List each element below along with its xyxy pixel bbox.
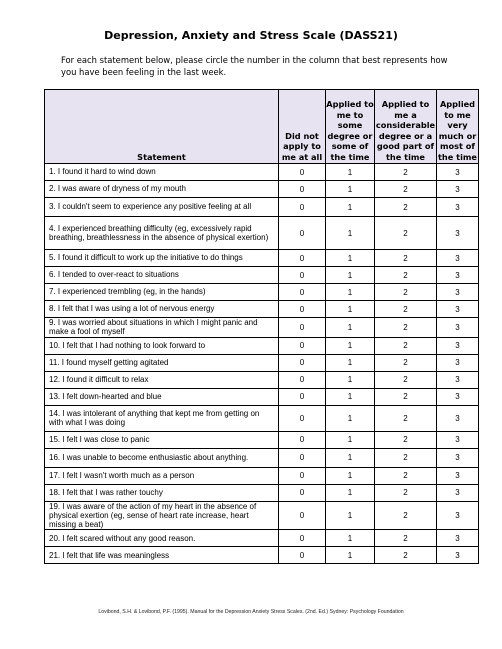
statement-text: 2. I was aware of dryness of my mouth <box>45 181 279 198</box>
column-header-considerable-degree: Applied to me a considerable degree or a good part of the time <box>375 90 437 164</box>
score-option[interactable]: 0 <box>279 405 326 431</box>
statement-text: 7. I experienced trembling (eg, in the hands) <box>45 284 279 301</box>
statement-text: 14. I was intolerant of anything that kept me from getting on with what I was doing <box>45 405 279 431</box>
score-option[interactable]: 1 <box>326 388 375 405</box>
score-option[interactable]: 3 <box>437 405 479 431</box>
dass21-table <box>44 89 479 564</box>
score-option[interactable]: 2 <box>375 318 437 338</box>
score-option[interactable]: 0 <box>279 547 326 564</box>
score-option[interactable]: 2 <box>375 267 437 284</box>
score-option[interactable]: 3 <box>437 181 479 198</box>
score-option[interactable]: 0 <box>279 337 326 354</box>
statement-rows <box>45 164 479 564</box>
score-option[interactable]: 3 <box>437 431 479 448</box>
score-option[interactable]: 0 <box>279 217 326 250</box>
score-option[interactable]: 1 <box>326 530 375 547</box>
score-option[interactable]: 0 <box>279 164 326 181</box>
score-option[interactable]: 2 <box>375 301 437 318</box>
statement-row <box>45 250 479 267</box>
score-option[interactable]: 2 <box>375 448 437 467</box>
score-option[interactable]: 1 <box>326 164 375 181</box>
score-option[interactable]: 2 <box>375 431 437 448</box>
column-header-very-much: Applied to me very much or most of the time <box>437 90 479 164</box>
score-option[interactable]: 0 <box>279 431 326 448</box>
statement-row <box>45 301 479 318</box>
score-option[interactable]: 0 <box>279 284 326 301</box>
score-option[interactable]: 1 <box>326 484 375 501</box>
score-option[interactable]: 3 <box>437 501 479 530</box>
statement-row <box>45 467 479 484</box>
score-option[interactable]: 3 <box>437 318 479 338</box>
score-option[interactable]: 3 <box>437 337 479 354</box>
citation: Lovibond, S.H. & Lovibond, P.F. (1995). Manual for the Depression Anxiety Stress Scales. (2nd. Ed.) Sydney: Psychology Foundation <box>98 609 404 615</box>
score-option[interactable]: 1 <box>326 501 375 530</box>
score-option[interactable]: 2 <box>375 164 437 181</box>
score-option[interactable]: 0 <box>279 448 326 467</box>
score-option[interactable]: 3 <box>437 198 479 217</box>
statement-text: 4. I experienced breathing difficulty (eg, excessively rapid breathing, breathlessness in the absence of physical exertion) <box>45 217 279 250</box>
instructions: For each statement below, please circle the number in the column that best represents how you have been feeling in the last week. <box>61 55 448 77</box>
statement-text: 19. I was aware of the action of my heart in the absence of physical exertion (eg, sense of heart rate increase, heart missing a beat) <box>45 501 279 530</box>
statement-text: 9. I was worried about situations in which I might panic and make a fool of myself <box>45 318 279 338</box>
score-option[interactable]: 3 <box>437 371 479 388</box>
statement-row <box>45 388 479 405</box>
score-option[interactable]: 3 <box>437 547 479 564</box>
score-option[interactable]: 0 <box>279 267 326 284</box>
statement-text: 21. I felt that life was meaningless <box>45 547 279 564</box>
statement-text: 12. I found it difficult to relax <box>45 371 279 388</box>
statement-text: 13. I felt down-hearted and blue <box>45 388 279 405</box>
score-option[interactable]: 1 <box>326 181 375 198</box>
statement-row <box>45 405 479 431</box>
score-option[interactable]: 1 <box>326 250 375 267</box>
score-option[interactable]: 2 <box>375 388 437 405</box>
score-option[interactable]: 0 <box>279 530 326 547</box>
score-option[interactable]: 2 <box>375 371 437 388</box>
score-option[interactable]: 0 <box>279 198 326 217</box>
score-option[interactable]: 1 <box>326 354 375 371</box>
statement-row <box>45 501 479 530</box>
score-option[interactable]: 0 <box>279 181 326 198</box>
statement-row <box>45 431 479 448</box>
statement-row <box>45 547 479 564</box>
score-option[interactable]: 1 <box>326 467 375 484</box>
statement-row <box>45 484 479 501</box>
score-option[interactable]: 2 <box>375 484 437 501</box>
score-option[interactable]: 1 <box>326 301 375 318</box>
score-option[interactable]: 3 <box>437 484 479 501</box>
score-option[interactable]: 2 <box>375 530 437 547</box>
score-option[interactable]: 1 <box>326 284 375 301</box>
score-option[interactable]: 3 <box>437 354 479 371</box>
statement-header: Statement <box>45 90 279 164</box>
score-option[interactable]: 1 <box>326 448 375 467</box>
statement-text: 16. I was unable to become enthusiastic about anything. <box>45 448 279 467</box>
statement-text: 6. I tended to over-react to situations <box>45 267 279 284</box>
score-option[interactable]: 3 <box>437 388 479 405</box>
page-title: Depression, Anxiety and Stress Scale (DASS21) <box>104 29 398 42</box>
statement-row <box>45 371 479 388</box>
statement-row <box>45 337 479 354</box>
statement-text: 10. I felt that I had nothing to look forward to <box>45 337 279 354</box>
score-option[interactable]: 2 <box>375 284 437 301</box>
score-option[interactable]: 2 <box>375 337 437 354</box>
score-option[interactable]: 0 <box>279 318 326 338</box>
statement-row <box>45 530 479 547</box>
score-option[interactable]: 1 <box>326 217 375 250</box>
statement-row <box>45 354 479 371</box>
score-option[interactable]: 3 <box>437 467 479 484</box>
score-option[interactable]: 3 <box>437 164 479 181</box>
statement-row <box>45 198 479 217</box>
statement-row <box>45 318 479 338</box>
statement-text: 18. I felt that I was rather touchy <box>45 484 279 501</box>
statement-row <box>45 267 479 284</box>
score-option[interactable]: 1 <box>326 198 375 217</box>
statement-text: 15. I felt I was close to panic <box>45 431 279 448</box>
score-option[interactable]: 1 <box>326 431 375 448</box>
score-option[interactable]: 2 <box>375 250 437 267</box>
statement-row <box>45 181 479 198</box>
score-option[interactable]: 3 <box>437 267 479 284</box>
score-option[interactable]: 2 <box>375 354 437 371</box>
statement-row <box>45 164 479 181</box>
score-option[interactable]: 1 <box>326 337 375 354</box>
score-option[interactable]: 2 <box>375 501 437 530</box>
statement-text: 8. I felt that I was using a lot of nervous energy <box>45 301 279 318</box>
statement-text: 5. I found it difficult to work up the initiative to do things <box>45 250 279 267</box>
score-option[interactable]: 1 <box>326 371 375 388</box>
score-option[interactable]: 1 <box>326 318 375 338</box>
score-option[interactable]: 2 <box>375 467 437 484</box>
score-option[interactable]: 2 <box>375 181 437 198</box>
score-option[interactable]: 0 <box>279 371 326 388</box>
score-option[interactable]: 0 <box>279 467 326 484</box>
score-option[interactable]: 2 <box>375 405 437 431</box>
score-option[interactable]: 3 <box>437 448 479 467</box>
score-option[interactable]: 2 <box>375 547 437 564</box>
score-option[interactable]: 1 <box>326 405 375 431</box>
statement-text: 17. I felt I wasn't worth much as a person <box>45 467 279 484</box>
score-option[interactable]: 2 <box>375 217 437 250</box>
score-option[interactable]: 2 <box>375 198 437 217</box>
score-option[interactable]: 3 <box>437 530 479 547</box>
statement-row <box>45 284 479 301</box>
score-option[interactable]: 0 <box>279 250 326 267</box>
statement-text: 1. I found it hard to wind down <box>45 164 279 181</box>
score-option[interactable]: 1 <box>326 267 375 284</box>
score-option[interactable]: 0 <box>279 484 326 501</box>
statement-row <box>45 217 479 250</box>
score-option[interactable]: 0 <box>279 354 326 371</box>
score-option[interactable]: 3 <box>437 250 479 267</box>
score-option[interactable]: 0 <box>279 501 326 530</box>
score-option[interactable]: 3 <box>437 301 479 318</box>
score-option[interactable]: 1 <box>326 547 375 564</box>
score-option[interactable]: 3 <box>437 284 479 301</box>
score-option[interactable]: 0 <box>279 301 326 318</box>
score-option[interactable]: 0 <box>279 388 326 405</box>
statement-text: 11. I found myself getting agitated <box>45 354 279 371</box>
statement-row <box>45 448 479 467</box>
column-header-did-not-apply: Did not apply to me at all <box>279 90 326 164</box>
statement-text: 20. I felt scared without any good reason. <box>45 530 279 547</box>
score-option[interactable]: 3 <box>437 217 479 250</box>
column-header-some-degree: Applied to me to some degree or some of the time <box>326 90 375 164</box>
statement-text: 3. I couldn't seem to experience any positive feeling at all <box>45 198 279 217</box>
